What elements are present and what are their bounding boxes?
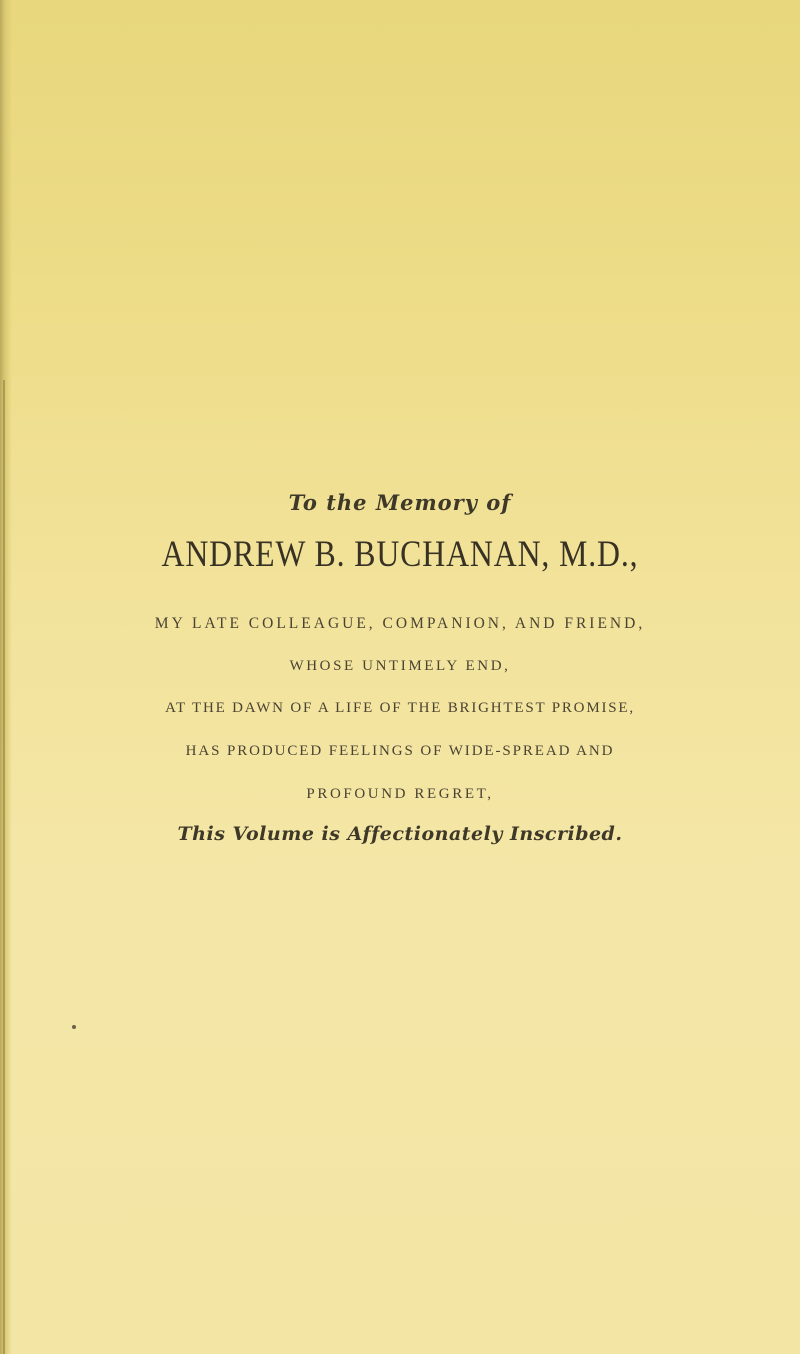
dedication-line-2: WHOSE UNTIMELY END, xyxy=(289,658,511,674)
dedication-closing: This Volume is Affectionately Inscribed. xyxy=(177,823,623,845)
dedication-line-5: PROFOUND REGRET, xyxy=(306,786,494,802)
dedication-line-4: HAS PRODUCED FEELINGS OF WIDE-SPREAD AND xyxy=(185,743,615,759)
dedication-line-3: AT THE DAWN OF A LIFE OF THE BRIGHTEST PROMISE, xyxy=(165,700,635,716)
dedicatee-name: ANDREW B. BUCHANAN, M.D., xyxy=(161,534,639,575)
paper-speck xyxy=(72,1025,76,1029)
dedication-line-1: MY LATE COLLEAGUE, COMPANION, AND FRIEND, xyxy=(154,615,646,632)
dedication-heading: To the Memory of xyxy=(288,490,512,515)
